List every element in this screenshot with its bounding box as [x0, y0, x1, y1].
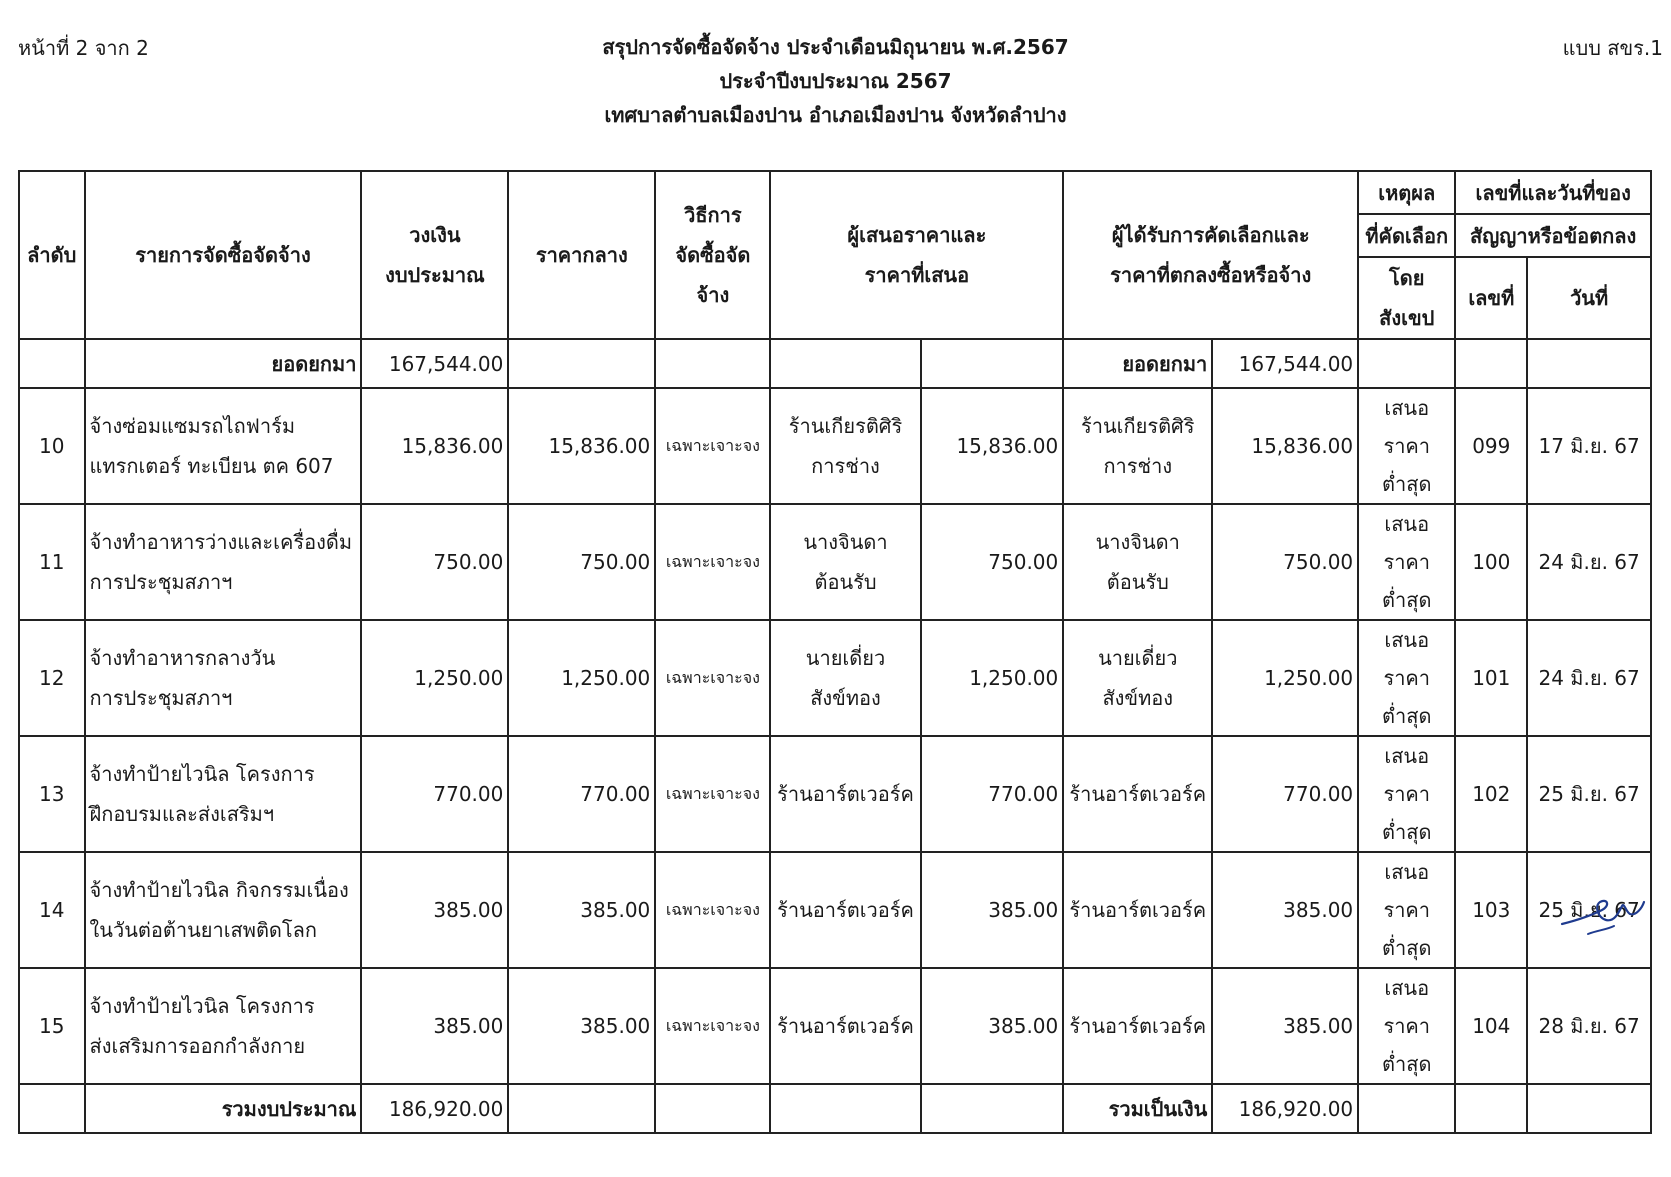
- carry-bid-cell: [921, 339, 1064, 388]
- row-seq: 11: [19, 504, 85, 620]
- table-row: [19, 852, 1651, 968]
- row-reason: [1358, 504, 1455, 620]
- row-bidder-line-2: สังข์ทอง: [810, 686, 881, 710]
- row-winner: [1063, 620, 1212, 736]
- row-item-line-2: ฝึกอบรมและส่งเสริมฯ: [89, 802, 275, 826]
- row-budget: 385.00: [361, 968, 508, 1084]
- table-row: [19, 968, 1651, 1084]
- row-winner-line-2: การช่าง: [1103, 454, 1173, 478]
- row-winner: ร้านอาร์ตเวอร์ค: [1063, 852, 1212, 968]
- row-bidder-line-2: ต้อนรับ: [814, 570, 877, 594]
- row-bid: 770.00: [921, 736, 1064, 852]
- row-item-line-2: การประชุมสภาฯ: [89, 686, 233, 710]
- row-median: 385.00: [508, 852, 655, 968]
- row-item-line-1: จ้างซ่อมแซมรถไถฟาร์ม: [89, 414, 295, 438]
- row-item-line-2: ในวันต่อต้านยาเสพติดโลก: [89, 918, 318, 942]
- row-award: 750.00: [1212, 504, 1358, 620]
- header-reason-line-2: ที่คัดเลือก: [1358, 214, 1455, 257]
- row-reason-line-1: เสนอราคา: [1383, 628, 1431, 690]
- header-contract-line-2: สัญญาหรือข้อตกลง: [1455, 214, 1651, 257]
- carry-no-cell: [1455, 339, 1527, 388]
- carry-winner-amount: 167,544.00: [1212, 339, 1358, 388]
- row-bidder-line-2: การช่าง: [811, 454, 880, 478]
- row-seq: 13: [19, 736, 85, 852]
- carry-median-cell: [508, 339, 655, 388]
- row-contract-date: 25 มิ.ย. 67: [1527, 852, 1651, 968]
- row-winner-line-1: นายเดี่ยว: [1098, 646, 1178, 670]
- carry-method-cell: [655, 339, 770, 388]
- row-bidder: [770, 388, 920, 504]
- header-contract-no: เลขที่: [1455, 257, 1527, 339]
- total-date-cell: [1527, 1084, 1651, 1133]
- row-contract-no: 103: [1455, 852, 1527, 968]
- row-winner: ร้านอาร์ตเวอร์ค: [1063, 968, 1212, 1084]
- row-method: เฉพาะเจาะจง: [655, 388, 770, 504]
- row-winner-line-2: ต้อนรับ: [1106, 570, 1169, 594]
- row-reason-line-2: ต่ำสุด: [1382, 1052, 1432, 1076]
- row-median: 770.00: [508, 736, 655, 852]
- row-contract-date: 28 มิ.ย. 67: [1527, 968, 1651, 1084]
- total-seq-cell: [19, 1084, 85, 1133]
- row-contract-no: 102: [1455, 736, 1527, 852]
- row-bidder: ร้านอาร์ตเวอร์ค: [770, 852, 920, 968]
- row-bid: 1,250.00: [921, 620, 1064, 736]
- row-reason-line-2: ต่ำสุด: [1382, 588, 1432, 612]
- total-median-cell: [508, 1084, 655, 1133]
- row-contract-date: 17 มิ.ย. 67: [1527, 388, 1651, 504]
- header-winner: [1063, 171, 1358, 339]
- total-label: รวมงบประมาณ: [85, 1084, 362, 1133]
- table-row: [19, 388, 1651, 504]
- header-method: [655, 171, 770, 339]
- row-item: [85, 852, 362, 968]
- title-line-2: ประจำปีงบประมาณ 2567: [719, 69, 952, 93]
- row-bid: 385.00: [921, 852, 1064, 968]
- row-contract-no: 100: [1455, 504, 1527, 620]
- total-row: [19, 1084, 1651, 1133]
- header-reason-line-3: โดยสังเขป: [1358, 257, 1455, 339]
- title-line-1: สรุปการจัดซื้อจัดจ้าง ประจำเดือนมิถุนายน พ.ศ.2567: [602, 35, 1069, 59]
- total-no-cell: [1455, 1084, 1527, 1133]
- row-contract-date: 24 มิ.ย. 67: [1527, 504, 1651, 620]
- total-winner-amount: 186,920.00: [1212, 1084, 1358, 1133]
- total-bid-cell: [921, 1084, 1064, 1133]
- row-bidder: ร้านอาร์ตเวอร์ค: [770, 968, 920, 1084]
- row-contract-no: 099: [1455, 388, 1527, 504]
- row-seq: 14: [19, 852, 85, 968]
- page-number: หน้าที่ 2 จาก 2: [18, 36, 149, 60]
- row-award: 15,836.00: [1212, 388, 1358, 504]
- row-seq: 10: [19, 388, 85, 504]
- row-item-line-2: การประชุมสภาฯ: [89, 570, 233, 594]
- header-seq: ลำดับ: [19, 171, 85, 339]
- row-bid: 750.00: [921, 504, 1064, 620]
- row-reason-line-1: เสนอราคา: [1383, 744, 1431, 806]
- row-budget: 750.00: [361, 504, 508, 620]
- row-item: [85, 504, 362, 620]
- carry-date-cell: [1527, 339, 1651, 388]
- row-bidder-line-1: นายเดี่ยว: [805, 646, 886, 670]
- row-reason-line-2: ต่ำสุด: [1382, 472, 1432, 496]
- row-item-line-1: จ้างทำป้ายไวนิล โครงการ: [89, 994, 315, 1018]
- table-row: [19, 620, 1651, 736]
- row-item-line-1: จ้างทำอาหารกลางวัน: [89, 646, 276, 670]
- row-item: [85, 388, 362, 504]
- row-item-line-1: จ้างทำอาหารว่างและเครื่องดื่ม: [89, 530, 353, 554]
- row-reason-line-1: เสนอราคา: [1383, 860, 1431, 922]
- header-budget-line-2: งบประมาณ: [385, 263, 485, 287]
- header-bidder-line-2: ราคาที่เสนอ: [864, 263, 970, 287]
- row-bidder: ร้านอาร์ตเวอร์ค: [770, 736, 920, 852]
- row-median: 750.00: [508, 504, 655, 620]
- carry-reason-cell: [1358, 339, 1455, 388]
- row-item: [85, 620, 362, 736]
- carry-bidder-cell: [770, 339, 920, 388]
- table-row: [19, 736, 1651, 852]
- header-median: ราคากลาง: [508, 171, 655, 339]
- row-reason: [1358, 852, 1455, 968]
- row-reason: [1358, 620, 1455, 736]
- row-method: เฉพาะเจาะจง: [655, 968, 770, 1084]
- header-budget: [361, 171, 508, 339]
- table-row: [19, 504, 1651, 620]
- row-reason: [1358, 388, 1455, 504]
- row-reason-line-1: เสนอราคา: [1383, 976, 1431, 1038]
- procurement-table: [18, 170, 1652, 1134]
- row-winner: [1063, 388, 1212, 504]
- row-reason-line-2: ต่ำสุด: [1382, 936, 1432, 960]
- total-bidder-cell: [770, 1084, 920, 1133]
- row-bidder: [770, 620, 920, 736]
- header-item: รายการจัดซื้อจัดจ้าง: [85, 171, 362, 339]
- row-median: 1,250.00: [508, 620, 655, 736]
- row-item: [85, 736, 362, 852]
- header-budget-line-1: วงเงิน: [409, 223, 461, 247]
- header-winner-line-1: ผู้ได้รับการคัดเลือกและ: [1111, 223, 1310, 247]
- row-winner: ร้านอาร์ตเวอร์ค: [1063, 736, 1212, 852]
- row-method: เฉพาะเจาะจง: [655, 504, 770, 620]
- carry-forward-row: [19, 339, 1651, 388]
- row-item-line-2: แทรกเตอร์ ทะเบียน ตค 607: [89, 454, 334, 478]
- row-method: เฉพาะเจาะจง: [655, 736, 770, 852]
- row-reason: [1358, 736, 1455, 852]
- row-method: เฉพาะเจาะจง: [655, 620, 770, 736]
- row-item-line-1: จ้างทำป้ายไวนิล กิจกรรมเนื่อง: [89, 878, 349, 902]
- row-seq: 12: [19, 620, 85, 736]
- row-award: 385.00: [1212, 852, 1358, 968]
- carry-budget: 167,544.00: [361, 339, 508, 388]
- row-budget: 770.00: [361, 736, 508, 852]
- row-item-line-1: จ้างทำป้ายไวนิล โครงการ: [89, 762, 315, 786]
- header-winner-line-2: ราคาที่ตกลงซื้อหรือจ้าง: [1110, 263, 1312, 287]
- row-contract-date: 25 มิ.ย. 67: [1527, 736, 1651, 852]
- row-winner-line-2: สังข์ทอง: [1102, 686, 1174, 710]
- header-contract-date: วันที่: [1527, 257, 1651, 339]
- total-method-cell: [655, 1084, 770, 1133]
- row-reason: [1358, 968, 1455, 1084]
- row-budget: 1,250.00: [361, 620, 508, 736]
- row-median: 15,836.00: [508, 388, 655, 504]
- row-winner-line-1: ร้านเกียรติศิริ: [1081, 414, 1195, 438]
- row-reason-line-1: เสนอราคา: [1383, 396, 1431, 458]
- row-award: 1,250.00: [1212, 620, 1358, 736]
- row-budget: 385.00: [361, 852, 508, 968]
- header-method-line-2: จัดซื้อจัดจ้าง: [675, 243, 751, 307]
- row-bidder-line-1: นางจินดา: [803, 530, 888, 554]
- total-reason-cell: [1358, 1084, 1455, 1133]
- row-contract-date: 24 มิ.ย. 67: [1527, 620, 1651, 736]
- row-winner: [1063, 504, 1212, 620]
- header-contract-line-1: เลขที่และวันที่ของ: [1455, 171, 1651, 214]
- row-bidder: [770, 504, 920, 620]
- header-bidder: [770, 171, 1063, 339]
- title-line-3: เทศบาลตำบลเมืองปาน อำเภอเมืองปาน จังหวัดลำปาง: [604, 103, 1067, 127]
- row-reason-line-1: เสนอราคา: [1383, 512, 1431, 574]
- document-titles: [0, 30, 1671, 132]
- header-method-line-1: วิธีการ: [684, 203, 742, 227]
- row-bid: 385.00: [921, 968, 1064, 1084]
- row-seq: 15: [19, 968, 85, 1084]
- row-reason-line-2: ต่ำสุด: [1382, 704, 1432, 728]
- header-bidder-line-1: ผู้เสนอราคาและ: [847, 223, 987, 247]
- row-reason-line-2: ต่ำสุด: [1382, 820, 1432, 844]
- row-winner-line-1: นางจินดา: [1095, 530, 1180, 554]
- total-budget: 186,920.00: [361, 1084, 508, 1133]
- header-reason-line-1: เหตุผล: [1358, 171, 1455, 214]
- form-code: แบบ สขร.1: [1562, 36, 1663, 60]
- carry-winner-label: ยอดยกมา: [1063, 339, 1212, 388]
- row-bidder-line-1: ร้านเกียรติศิริ: [788, 414, 903, 438]
- row-award: 385.00: [1212, 968, 1358, 1084]
- row-item-line-2: ส่งเสริมการออกกำลังกาย: [89, 1034, 306, 1058]
- carry-label: ยอดยกมา: [85, 339, 362, 388]
- row-budget: 15,836.00: [361, 388, 508, 504]
- row-bid: 15,836.00: [921, 388, 1064, 504]
- row-median: 385.00: [508, 968, 655, 1084]
- row-award: 770.00: [1212, 736, 1358, 852]
- row-method: เฉพาะเจาะจง: [655, 852, 770, 968]
- carry-seq-cell: [19, 339, 85, 388]
- row-contract-no: 104: [1455, 968, 1527, 1084]
- total-winner-label: รวมเป็นเงิน: [1063, 1084, 1212, 1133]
- row-contract-no: 101: [1455, 620, 1527, 736]
- row-item: [85, 968, 362, 1084]
- handwritten-signature-icon: [1558, 890, 1648, 944]
